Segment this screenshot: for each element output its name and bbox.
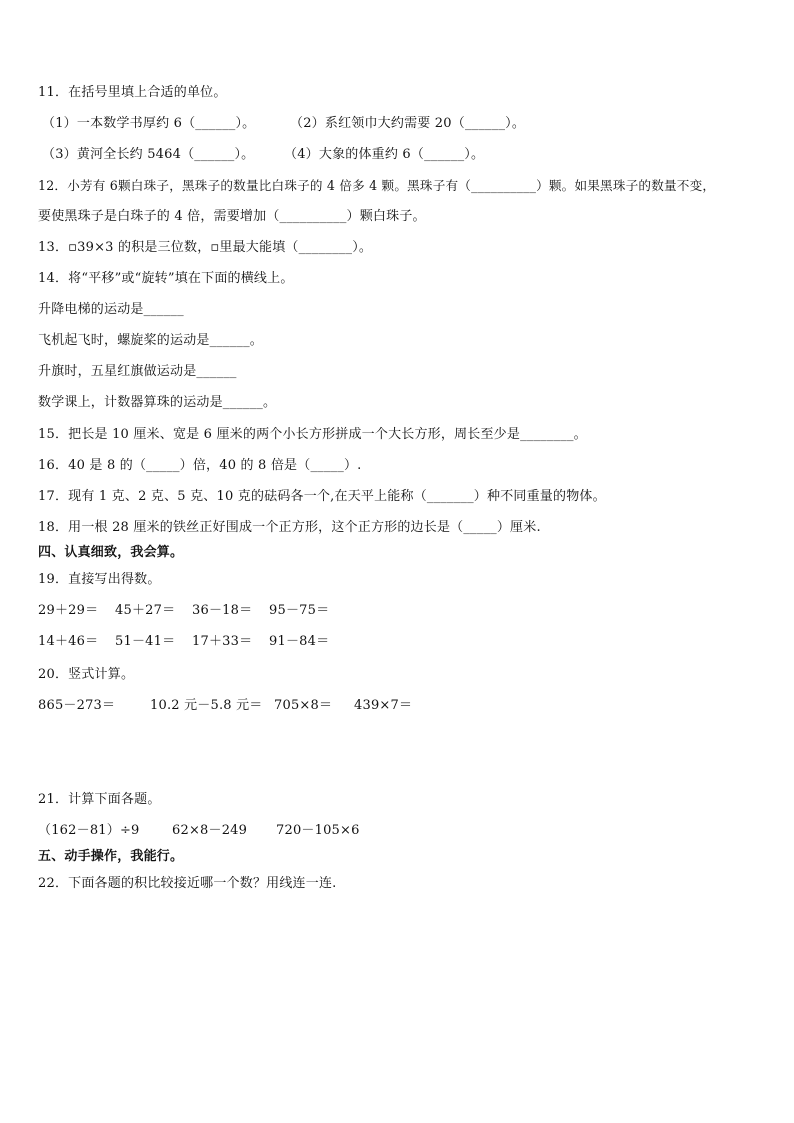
q20-title: 20．竖式计算。 — [38, 667, 135, 682]
q14-line-2: 飞机起飞时，螺旋桨的运动是______。 — [38, 333, 264, 348]
q16-text: 16．40 是 8 的（_____）倍，40 的 8 倍是（_____）. — [38, 458, 362, 473]
q11-item-4: （4）大象的体重约 6（______）。 — [284, 147, 485, 162]
q11-item-1: （1）一本数学书厚约 6（______）。 — [42, 116, 256, 131]
q19-row1-item: 36－18＝ — [192, 603, 253, 618]
q12-line-1: 12．小芳有 6颗白珠子，黑珠子的数量比白珠子的 4 倍多 4 颗。黑珠子有（__________）颗。如果黑珠子的数量不变， — [38, 178, 716, 193]
q19-row1-item: 29＋29＝ — [38, 603, 99, 618]
q13-text: 13．▫39×3 的积是三位数，▫里最大能填（________）。 — [38, 240, 373, 255]
q19-row1-item: 95－75＝ — [269, 603, 330, 618]
q20-item: 865－273＝ — [38, 698, 116, 713]
q12-line-2: 要使黑珠子是白珠子的 4 倍，需要增加（__________）颗白珠子。 — [38, 209, 426, 224]
q21-item: 720－105×6 — [276, 823, 360, 838]
q11-title: 11．在括号里填上合适的单位。 — [38, 85, 227, 100]
q14-line-3: 升旗时，五星红旗做运动是______ — [38, 364, 237, 379]
q22-title: 22．下面各题的积比较接近哪一个数？用线连一连. — [38, 876, 337, 891]
q19-row2-item: 14＋46＝ — [38, 634, 99, 649]
q19-row2-item: 51－41＝ — [115, 634, 176, 649]
q20-item: 10.2 元－5.8 元＝ — [150, 698, 263, 713]
q19-row1-item: 45＋27＝ — [115, 603, 176, 618]
q11-item-3: （3）黄河全长约 5464（______）。 — [42, 147, 255, 162]
q21-item: （162－81）÷9 — [38, 823, 140, 838]
q15-text: 15．把长是 10 厘米、宽是 6 厘米的两个小长方形拼成一个大长方形，周长至少是________。 — [38, 427, 587, 442]
section-5-title: 五、动手操作，我能行。 — [38, 849, 184, 864]
q21-title: 21．计算下面各题。 — [38, 792, 161, 807]
q20-item: 705×8＝ — [274, 698, 333, 713]
q14-title: 14．将“平移”或“旋转”填在下面的横线上。 — [38, 271, 294, 286]
q11-item-2: （2）系红领巾大约需要 20（______）。 — [290, 116, 526, 131]
q19-row2-item: 17＋33＝ — [192, 634, 253, 649]
q20-item: 439×7＝ — [354, 698, 413, 713]
q19-row2-item: 91－84＝ — [269, 634, 330, 649]
q14-line-1: 升降电梯的运动是______ — [38, 302, 184, 317]
q17-text: 17．现有 1 克、2 克、5 克、10 克的砝码各一个,在天平上能称（_______）种不同重量的物体。 — [38, 489, 606, 504]
section-4-title: 四、认真细致，我会算。 — [38, 545, 184, 560]
q21-item: 62×8－249 — [172, 823, 248, 838]
q19-title: 19．直接写出得数。 — [38, 572, 161, 587]
q18-text: 18．用一根 28 厘米的铁丝正好围成一个正方形，这个正方形的边长是（_____）厘米. — [38, 520, 541, 535]
q14-line-4: 数学课上，计数器算珠的运动是______。 — [38, 395, 277, 410]
